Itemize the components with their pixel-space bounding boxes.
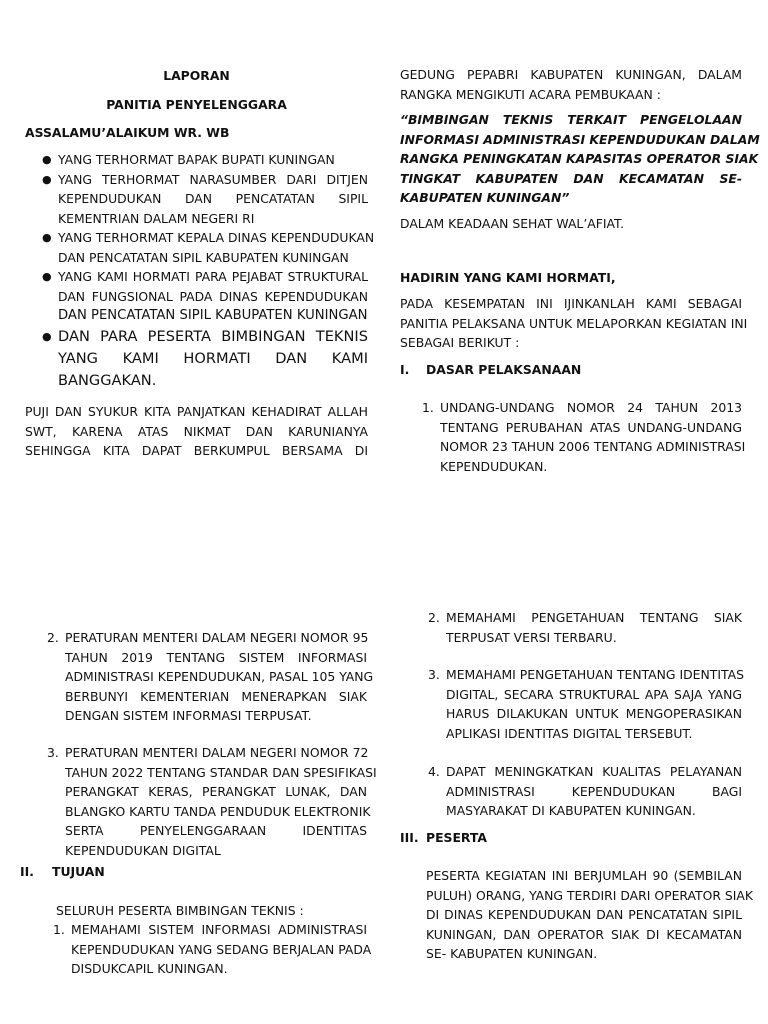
- list-line: DAN PARA PESERTA BIMBINGAN TEKNIS: [58, 327, 368, 345]
- report-intro-paragraph: [400, 294, 748, 353]
- list-line: DAN FUNGSIONAL PADA DINAS KEPENDUDUKAN: [58, 288, 368, 304]
- list-line: KEPENDUDUKAN DAN PENCATATAN SIPIL: [58, 191, 368, 206]
- item-line: DENGAN SISTEM INFORMASI TERPUSAT.: [65, 708, 312, 723]
- item-line: KEPENDUDUKAN YANG SEDANG BERJALAN PADA: [71, 941, 372, 957]
- participants-paragraph: [426, 866, 754, 964]
- list-item: [42, 228, 375, 267]
- basis-item-3: [47, 743, 377, 860]
- list-line: YANG TERHORMAT NARASUMBER DARI DITJEN: [58, 171, 368, 187]
- paragraph-line: SE- KABUPATEN KUNINGAN.: [426, 946, 598, 961]
- paragraph-line: PULUH) ORANG, YANG TERDIRI DARI OPERATOR SIAK: [426, 887, 754, 903]
- list-line: YANG TERHORMAT KEPALA DINAS KEPENDUDUKAN: [58, 230, 375, 245]
- list-line: YANG TERHORMAT BAPAK BUPATI KUNINGAN: [58, 152, 335, 167]
- goal-item-1: [53, 920, 372, 979]
- item-line: MEMAHAMI SISTEM INFORMASI ADMINISTRASI: [71, 922, 367, 937]
- quote-line: “BIMBINGAN TEKNIS TERKAIT PENGELOLAAN: [400, 112, 742, 127]
- section-title-tujuan: TUJUAN: [52, 864, 105, 879]
- item-line: BERBUNYI KEMENTERIAN MENERAPKAN SIAK: [65, 688, 367, 704]
- paragraph-line: RANGKA MENGIKUTI ACARA PEMBUKAAN :: [400, 86, 661, 102]
- section-number-3: III.: [400, 830, 419, 845]
- paragraph-line: PUJI DAN SYUKUR KITA PANJATKAN KEHADIRAT ALLAH: [25, 404, 368, 419]
- paragraph-line: PESERTA KEGIATAN INI BERJUMLAH 90 (SEMBILAN: [426, 868, 742, 883]
- item-line: KEPENDUDUKAN DIGITAL: [65, 842, 221, 858]
- item-line: MASYARAKAT DI KABUPATEN KUNINGAN.: [446, 803, 696, 818]
- report-subtitle: PANITIA PENYELENGGARA: [106, 97, 287, 112]
- greeting: ASSALAMU’ALAIKUM WR. WB: [25, 125, 230, 140]
- paragraph-line: GEDUNG PEPABRI KABUPATEN KUNINGAN, DALAM: [400, 67, 742, 82]
- item-line: PERATURAN MENTERI DALAM NEGERI NOMOR 72: [65, 745, 369, 760]
- section-number-1: I.: [400, 362, 410, 377]
- item-line: KEPENDUDUKAN.: [440, 458, 548, 474]
- item-number: 1.: [53, 922, 65, 937]
- item-line: ADMINISTRASI KEPENDUDUKAN, PASAL 105 YANG: [65, 669, 374, 684]
- list-line: YANG KAMI HORMATI DAN KAMI: [58, 349, 368, 367]
- item-line: PERANGKAT KERAS, PERANGKAT LUNAK, DAN: [65, 784, 367, 799]
- item-line: BLANGKO KARTU TANDA PENDUDUK ELEKTRONIK: [65, 803, 371, 819]
- list-line: KEMENTRIAN DALAM NEGERI RI: [58, 210, 255, 226]
- paragraph-line: DI DINAS KEPENDUDUKAN DAN PENCATATAN SIPIL: [426, 907, 742, 922]
- list-line: BANGGAKAN.: [58, 371, 157, 389]
- health-line: DALAM KEADAAN SEHAT WAL’AFIAT.: [400, 216, 625, 231]
- item-number: 2.: [47, 630, 59, 645]
- item-line: DIGITAL, SECARA STRUKTURAL APA SAJA YANG: [446, 686, 742, 702]
- item-line: PERATURAN MENTERI DALAM NEGERI NOMOR 95: [65, 630, 369, 645]
- item-line: SERTA PENYELENGGARAAN IDENTITAS: [65, 823, 367, 838]
- item-line: TENTANG PERUBAHAN ATAS UNDANG-UNDANG: [440, 419, 742, 435]
- list-line: DAN PENCATATAN SIPIL KABUPATEN KUNINGAN: [58, 308, 368, 323]
- quote-line: KABUPATEN KUNINGAN”: [400, 190, 570, 205]
- item-number: 4.: [428, 764, 440, 779]
- list-item: [42, 170, 368, 229]
- goal-item-3: [428, 665, 744, 743]
- item-line: UNDANG-UNDANG NOMOR 24 TAHUN 2013: [440, 400, 742, 415]
- item-line: APLIKASI IDENTITAS DIGITAL TERSEBUT.: [446, 725, 693, 741]
- section-title-dasar: DASAR PELAKSANAAN: [426, 362, 582, 377]
- quote-line: RANGKA PENINGKATAN KAPASITAS OPERATOR SIAK: [400, 151, 759, 166]
- list-line: DAN PENCATATAN SIPIL KABUPATEN KUNINGAN: [58, 249, 349, 265]
- bullet-icon: ●: [42, 329, 52, 343]
- bullet-icon: ●: [42, 270, 52, 283]
- bullet-icon: ●: [42, 153, 52, 166]
- item-number: 3.: [428, 667, 440, 682]
- list-item: [42, 326, 368, 392]
- goal-item-4: [428, 762, 742, 821]
- intro-paragraph: [400, 65, 742, 104]
- list-item: [42, 267, 368, 326]
- basis-item-1: [422, 398, 746, 476]
- item-line: HARUS DILAKUKAN UNTUK MENGOPERASIKAN: [446, 706, 742, 721]
- item-line: ADMINISTRASI KEPENDUDUKAN BAGI: [446, 783, 742, 799]
- event-title-quote: [400, 110, 760, 208]
- item-line: TAHUN 2022 TENTANG STANDAR DAN SPESIFIKASI: [65, 764, 377, 780]
- list-item: [42, 150, 368, 170]
- paragraph-line: PANITIA PELAKSANA UNTUK MELAPORKAN KEGIATAN INI: [400, 315, 748, 331]
- tujuan-intro: SELURUH PESERTA BIMBINGAN TEKNIS :: [56, 903, 304, 918]
- section-title-peserta: PESERTA: [426, 830, 487, 845]
- item-number: 3.: [47, 745, 59, 760]
- item-line: TAHUN 2019 TENTANG SISTEM INFORMASI: [65, 649, 367, 665]
- quote-line: TINGKAT KABUPATEN DAN KECAMATAN SE-: [400, 170, 742, 186]
- paragraph-line: SWT, KARENA ATAS NIKMAT DAN KARUNIANYA: [25, 423, 368, 439]
- item-number: 1.: [422, 400, 434, 415]
- paragraph-line: PADA KESEMPATAN INI IJINKANLAH KAMI SEBAGAI: [400, 296, 742, 311]
- item-line: TERPUSAT VERSI TERBARU.: [446, 629, 617, 645]
- list-line: YANG KAMI HORMATI PARA PEJABAT STRUKTURAL: [58, 269, 368, 284]
- hadirin-heading: HADIRIN YANG KAMI HORMATI,: [400, 270, 616, 285]
- item-line: DAPAT MENINGKATKAN KUALITAS PELAYANAN: [446, 764, 742, 779]
- greeting-list: [42, 150, 375, 392]
- goal-item-2: [428, 608, 742, 647]
- bullet-icon: ●: [42, 172, 52, 186]
- item-number: 2.: [428, 610, 440, 625]
- bullet-icon: ●: [42, 231, 52, 244]
- item-line: MEMAHAMI PENGETAHUAN TENTANG IDENTITAS: [446, 667, 744, 682]
- quote-line: INFORMASI ADMINISTRASI KEPENDUDUKAN DALAM: [400, 131, 760, 147]
- paragraph-line: KUNINGAN, DAN OPERATOR SIAK DI KECAMATAN: [426, 926, 742, 942]
- item-line: NOMOR 23 TAHUN 2006 TENTANG ADMINISTRASI: [440, 439, 746, 454]
- opening-paragraph: [25, 402, 368, 461]
- paragraph-line: SEHINGGA KITA DAPAT BERKUMPUL BERSAMA DI: [25, 443, 368, 458]
- report-title: LAPORAN: [163, 68, 230, 83]
- item-line: DISDUKCAPIL KUNINGAN.: [71, 961, 228, 976]
- paragraph-line: SEBAGAI BERIKUT :: [400, 335, 520, 350]
- basis-item-2: [47, 628, 374, 726]
- item-line: MEMAHAMI PENGETAHUAN TENTANG SIAK: [446, 610, 742, 625]
- section-number-2: II.: [20, 864, 34, 879]
